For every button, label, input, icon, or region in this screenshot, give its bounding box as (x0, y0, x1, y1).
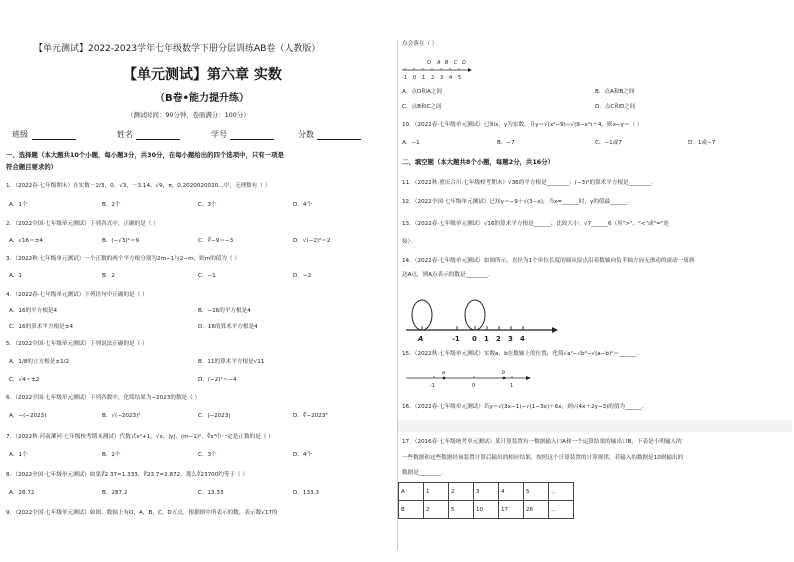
question-13-cont: 接）． (402, 239, 416, 245)
question-17: 17．（2016春·七年级统考单元测试）某计算装置有一数据输入口A和一个运算结果的输出口B，下表是小明输入的 (402, 439, 682, 445)
name-blank[interactable] (136, 139, 180, 140)
question-2: 2．（2022全国·七年级单元测试）下列各式中，正确的是（ ） (6, 221, 159, 227)
question-1: 1．（2022春·七年级期末）在实数－2/3，0，√3，－3.14，√9，π，0.2020020020…中，无理数有（ ） (6, 183, 271, 189)
score-blank[interactable] (317, 139, 361, 140)
option-10a: A．−1 (402, 140, 420, 146)
option-6a: A．−(−2023) (9, 413, 47, 419)
q14-tick-label: 2 (496, 335, 501, 343)
option-2c: C．∛−9＝−3 (198, 238, 234, 244)
option-10c: C．−1或7 (595, 140, 622, 146)
option-1a: A．1个 (9, 202, 28, 208)
column-divider (397, 40, 398, 550)
option-9c: C．点B和C之间 (402, 104, 442, 110)
q9-letter-C: C (454, 60, 458, 66)
option-1c: C．3个 (198, 202, 217, 208)
question-17-cont: 一些数据和这些数据经该装置计算后输出的相应结果，按照这个计算装置的计算规律，若输入的数据是10则输出的 (402, 455, 684, 461)
question-9: 9．（2022全国·七年级单元测试）如图，数轴上有O，A，B，C，D五点，根据图中所表示的数，表示数√17的 (6, 510, 278, 516)
option-3d: D．−2 (293, 273, 312, 279)
table-cell: 3 (474, 483, 499, 501)
option-1d: D．4个 (293, 202, 313, 208)
option-2b: B．(−√3)²＝9 (102, 238, 140, 244)
option-6d: D．∛−2023³ (293, 413, 328, 419)
option-8c: C．13.33 (198, 490, 224, 496)
option-2a: A．√16＝±4 (9, 238, 43, 244)
table-cell: 1 (424, 483, 449, 501)
question-9-cont: 点会落在（ ） (402, 41, 438, 47)
option-4d: D．16的算术平方根是4 (198, 324, 258, 330)
question-16: 16．（2022春·七年级单元测试）若y＝√(3x−1)−√(1−3x)＋6x，则√(4x＋2y−3)的值为______． (402, 404, 648, 410)
question-12: 12．（2022全国·七年级单元测试）已知y＝−9＋√(3−x)，当x=______时，y的值最______． (402, 199, 633, 205)
question-17-cont2: 数据是________． (402, 470, 447, 476)
q9-tick-label: -1 (402, 75, 407, 81)
class-label: 班级 (12, 130, 28, 139)
question-7: 7．（2022秋·河南漯河·七年级校考期末测试）代数式x²+1，√x，|y|，(m−1)²，∛x³中一定是正数的是（ ） (6, 434, 274, 440)
option-7d: D．4个 (293, 452, 313, 458)
option-9d: D．点C和D之间 (595, 104, 636, 110)
q9-tick-label: 5 (458, 75, 462, 81)
table-cell: 10 (474, 501, 499, 519)
section1-heading: 一、选择题（本大题共10个小题，每小题3分，共30分，在每小题给出的四个选项中，只有一项是 (6, 151, 284, 159)
option-5b: B．11的算术平方根是√11 (198, 359, 265, 365)
option-2d: D．√(−2)²＝2 (293, 238, 331, 244)
table-cell: 5 (449, 501, 474, 519)
option-8a: A．28.72 (9, 490, 35, 496)
q9-tick-label: 4 (449, 75, 453, 81)
q14-point-A: A (418, 335, 424, 343)
table-cell: A (399, 483, 424, 501)
option-3b: B．2 (102, 273, 115, 279)
option-6b: B．√(−2023)² (102, 413, 141, 419)
document-header: 【单元测试】2022-2023学年七年级数学下册分层训练AB卷（人教版） (34, 44, 321, 54)
score-label: 分数 (298, 130, 314, 139)
question-14: 14．（2022春·七年级单元测试）如图所示，直径为1个单位长度的圆从原点沿着数轴向负半轴方向无滑动的滚动一周到 (402, 258, 695, 264)
table-cell: 2 (424, 501, 449, 519)
option-5c: C．√4＝±2 (9, 377, 40, 383)
option-10d: D．1或−7 (688, 140, 716, 146)
section2-heading: 二、填空题（本大题共8个小题，每题2分，共16分） (402, 158, 554, 166)
table-cell: 4 (499, 483, 524, 501)
q9-letter-A: A (437, 60, 441, 66)
option-4c: C．16的算术平方根是±4 (9, 324, 74, 330)
class-blank[interactable] (32, 139, 76, 140)
q15-point-a: a (442, 370, 446, 376)
option-3a: A．1 (9, 273, 22, 279)
q9-tick-label: 1 (422, 75, 426, 81)
option-4a: A．16的平方根是4 (9, 308, 58, 314)
option-9a: A．点O和A之间 (402, 89, 443, 95)
table-cell: … (549, 483, 574, 501)
student-id-blank[interactable] (230, 139, 274, 140)
q9-number-line (400, 58, 470, 82)
document-subtitle: （B卷•能力提升练） (155, 93, 250, 104)
option-10b: B．−7 (497, 140, 515, 146)
section1-heading-cont: 符合题目要求的） (6, 163, 58, 171)
exam-info: （测试时间：90分钟，卷面满分：100分） (127, 111, 250, 119)
option-5a: A．1/8的立方根是±1/2 (9, 359, 70, 365)
q9-tick-label: 0 (413, 75, 417, 81)
question-15: 15．（2022秋·七年级单元测试）实数a，b在数轴上的位置，化简√a²−√b²−√(a−b)²＝______． (402, 351, 642, 357)
option-9b: B．点A和B之间 (595, 89, 635, 95)
q15-point-b: b (502, 370, 506, 376)
table-cell: … (549, 501, 574, 519)
q9-letter-D: D (462, 60, 466, 66)
question-13: 13．（2022春·七年级单元测试）√16的算术平方根是______；比较大小：√7______6（用">"、"<"或"="连 (402, 221, 669, 227)
q9-tick-label: 2 (431, 75, 435, 81)
question-5: 5．（2022全国·七年级单元测试）下列说法正确的是（ ） (6, 341, 148, 347)
option-3c: C．−1 (198, 273, 216, 279)
table-cell: 17 (499, 501, 524, 519)
table-cell: 2 (449, 483, 474, 501)
document-title: 【单元测试】第六章 实数 (123, 67, 282, 83)
q15-tick-label: -1 (430, 383, 435, 389)
io-table (398, 482, 574, 519)
name-label: 姓名 (117, 130, 133, 139)
question-8: 8．（2022全国·七年级单元测试）如果∛2.37≈1.333，∛23.7≈2.872，那么∛23700约等于（ ） (6, 472, 249, 478)
student-id-label: 学号 (211, 130, 227, 139)
question-14-cont: 达A点，则A点表示的数是________． (402, 272, 494, 278)
question-3: 3．（2022秋·七年级单元测试）一个正数的两个平方根分别为2m−1与2−m，则m的值为（ ） (6, 256, 240, 262)
q14-tick-label: 0 (472, 335, 477, 343)
q9-tick-label: 3 (440, 75, 444, 81)
table-cell: 5 (524, 483, 549, 501)
option-7a: A．1个 (9, 452, 28, 458)
question-10: 10．（2022春·七年级单元测试）已知x，y为实数，且y＝√(x²−9)−√(9−x²)＋4，则x−y＝（ ） (402, 122, 643, 128)
q14-rolling-circle-figure (402, 295, 562, 345)
q14-tick-label: 1 (484, 335, 489, 343)
table-cell: B (399, 501, 424, 519)
question-17-highlight (398, 420, 792, 432)
option-1b: B．2个 (102, 202, 121, 208)
option-7c: C．3个 (198, 452, 217, 458)
option-5d: D．(−2)²＝−4 (198, 377, 237, 383)
q9-letter-B: B (445, 60, 449, 66)
question-11: 11．（2022秋·重庆合川·七年级校考期末）√36的平方根是________；(−3)²的算术平方根是________． (402, 180, 657, 186)
option-8b: B．287.2 (102, 490, 128, 496)
option-6c: C．|−2023| (198, 413, 231, 419)
table-row (399, 501, 574, 519)
question-4: 4．（2022春·七年级单元测试）下列语句中正确的是（ ） (6, 292, 148, 298)
option-4b: B．−16的平方根是4 (198, 308, 251, 314)
q14-tick-label: -1 (452, 335, 460, 343)
table-row (399, 483, 574, 501)
q14-tick-label: 3 (508, 335, 513, 343)
table-cell: 26 (524, 501, 549, 519)
option-8d: D．133.3 (293, 490, 319, 496)
q15-tick-label: 1 (510, 383, 514, 389)
q14-tick-label: 4 (520, 335, 525, 343)
question-6: 6．（2022全国·七年级单元测试）下列各数中，化简结果为−2023的数是（ ） (6, 395, 201, 401)
q15-number-line (404, 368, 534, 390)
option-7b: B．2个 (102, 452, 121, 458)
q9-letter-O: O (427, 60, 431, 66)
q15-tick-label: 0 (472, 383, 476, 389)
